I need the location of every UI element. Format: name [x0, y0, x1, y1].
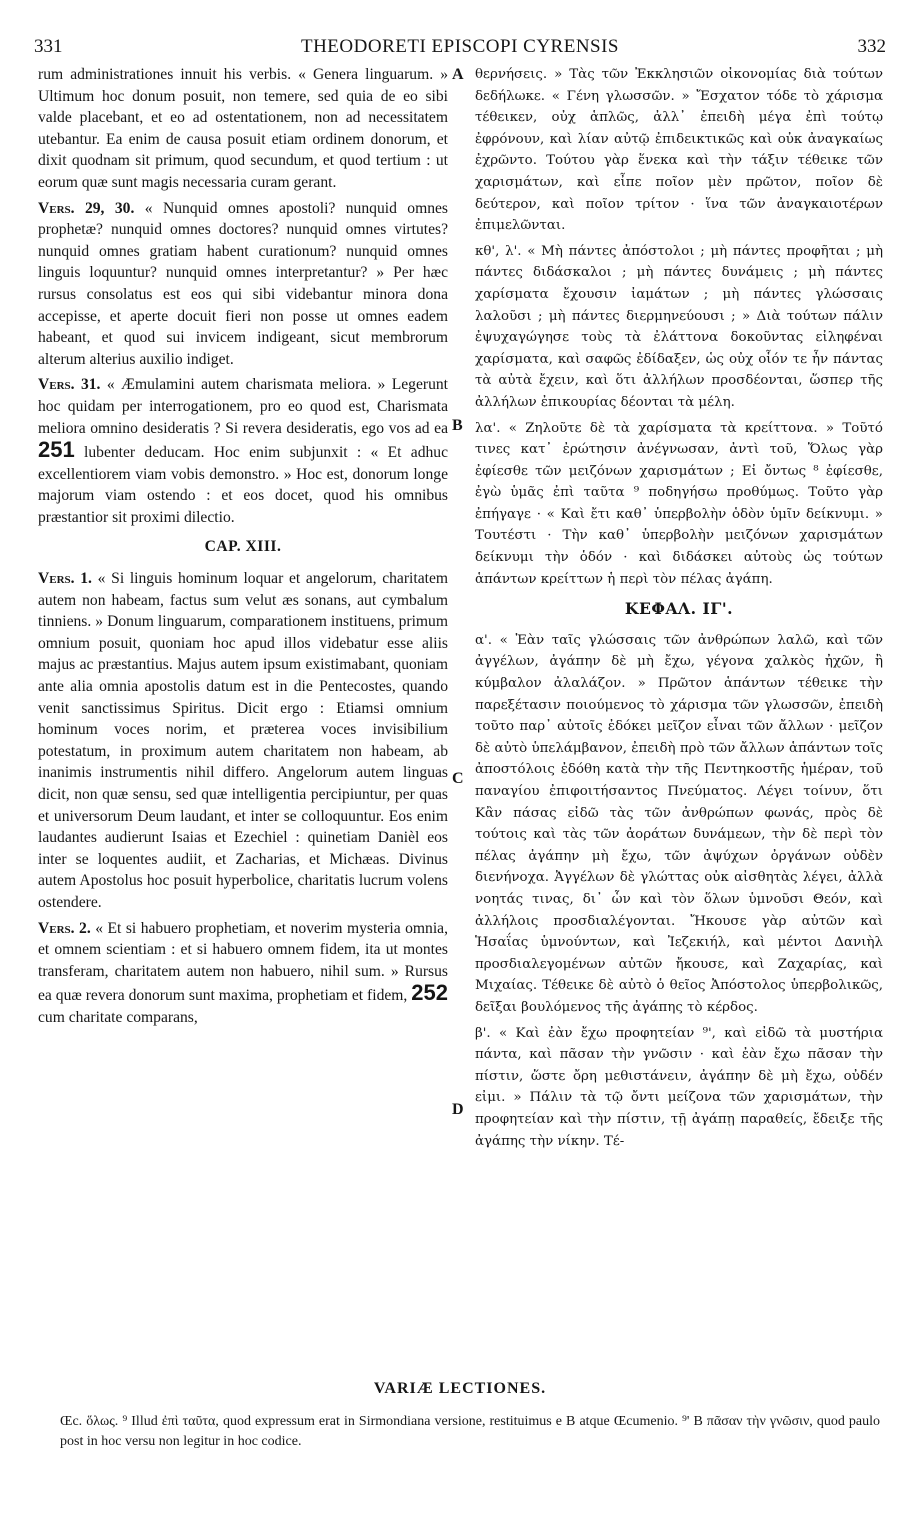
chapter-heading-greek: ΚΕΦΑΛ. ΙΓ'. — [624, 599, 734, 619]
margin-marker-b: B — [452, 417, 463, 434]
verse-label: Vers. 29, 30. — [38, 199, 135, 217]
greek-text: « Καὶ ἐὰν ἔχω προφητείαν ⁹', καὶ εἰδῶ τὰ μυστήρια πάντα, καὶ πᾶσαν τὴν γνῶσιν · καὶ ἐὰν ἔχω πᾶσαν τὴν πίστιν, ὥστε ὄρη μεθιστάνειν, ἀγάπην δὲ μὴ ἔχω, οὐδέν εἰμι. » Πάλιν τὰ τῷ ὄντι μείζονα τῶν χαρισμάτων, τὴν προφητείαν καὶ τὴν πίστιν, τῇ ἀγάπῃ παραθείς, ἔδειξε τῆς ἀγάπης τὴν νίκην. Τέ- — [475, 1025, 883, 1149]
column-number: 252 — [411, 980, 448, 1006]
verse-label: Vers. 2. — [38, 919, 91, 937]
greek-paragraph-4 — [475, 630, 883, 1019]
greek-paragraph-1: θερνήσεις. » Τὰς τῶν Ἐκκλησιῶν οἰκονομίας διὰ τούτων δεδήλωκε. « Γένη γλωσσῶν. » Ἔσχατον τόδε τὸ χάρισμα τέθεικεν, οὐχ ἁπλῶς, ἀλλ᾽ ἐπειδὴ μέγα ἐπὶ τούτῳ ἐφρόνουν, καὶ λίαν αὐτῷ ἐπιδεικτικῶς καὶ οὐκ ἀναγκαίως ἐχρῶντο. Τούτου γὰρ ἕνεκα καὶ τὴν τάξιν τέθεικε τῶν χαρισμάτων, καὶ εἶπε ποῖον μὲν πρῶτον, ποῖον δὲ δεύτερον, καὶ ποῖον τρίτον · ἵνα τῶν ἀναγκαιοτέρων ἐπιμελῶνται. — [475, 67, 883, 234]
latin-paragraph-3 — [38, 374, 448, 528]
greek-paragraph-2 — [475, 241, 883, 414]
margin-marker-d: D — [452, 1101, 464, 1118]
footnote-text: Œc. ὅλως. ⁹ Illud ἐπὶ ταῦτα, quod expressum erat in Sirmondiana versione, restituimus e B atque Œcumenio. ⁹' B πᾶσαν τὴν γνῶσιν, quod paulo post in hoc versu non legitur in hoc codice. — [60, 1414, 880, 1449]
margin-marker-c: C — [452, 770, 464, 787]
greek-column — [475, 64, 883, 1156]
verse-label: β'. — [475, 1025, 491, 1041]
latin-text: « Et si habuero prophetiam, et noverim mysteria omnia, et omnem scientiam : et si habuero omnem fidem, ita ut montes transferam, charitatem autem non habuero, nihil sum. » Rursus ea quæ revera donorum sunt maxima, prophetiam et fidem, — [38, 919, 449, 1005]
latin-text: « Si linguis hominum loquar et angelorum, charitatem autem non habeam, factus sum velut æs sonans, aut cymbalum tinniens. » Donum linguarum, comparationem instituens, primum omnium posuit, quoniam hoc apud illos videbatur esse aliis majus ac præstantius. Majus autem ipsum existimabant, quoniam ante alia omnia apostolis datum est in die Pentecostes, quando venit sanctissimus Spiritus. Dicit ergo : Etiamsi omnium hominum voces norim, et præterea voces invisibilium potestatum, in proximum autem charitatem non habeam, ab inanimis instrumentis nihil differo. Angelorum autem linguas dicit, non quæ sensu, sed quæ intelligentia percipiuntur, per quas et universorum Deum laudant, et inter se colloquuntur. Eos enim laudantes audierunt Isaias et Ezechiel : quinetiam Danièl eos inter se loquentes audiit, et Zacharias, et Michæas. Divinus autem Apostolus hoc posuit hyperbolice, charitatis lucrum volens ostendere. — [38, 570, 448, 911]
latin-text: cum charitate comparans, — [38, 1008, 198, 1026]
latin-paragraph-1: rum administrationes innuit his verbis. « Genera linguarum. » Ultimum hoc donum posuit, non temere, sed quia de eo sibi valde placebant, et eo ad ostentationem, non ad necessitatem utebantur. Ea enim de causa posuit etiam ordinem donorum, et dixit quodnam sit primum, quod secundum, et quod tertium : ut eorum quæ sunt magis necessaria curam gerant. — [38, 66, 448, 191]
greek-paragraph-3 — [475, 418, 883, 591]
latin-paragraph-5 — [38, 918, 448, 1029]
margin-marker-a: A — [452, 66, 464, 83]
chapter-heading-latin: CAP. XIII. — [204, 538, 282, 556]
greek-paragraph-5 — [475, 1023, 883, 1153]
verse-label: Vers. 31. — [38, 376, 101, 394]
latin-text: « Nunquid omnes apostoli? nunquid omnes prophetæ? nunquid omnes doctores? nunquid omnes virtutes? nunquid omnes gratiam habent curationum? nunquid omnes linguis loquuntur? nunquid omnes interpretantur? » Per hæc rursus consolatus est eos qui sibi videbantur minora dona accepisse, et aperte docuit fieri non posse ut omnes eadem habeant, et quod sui invicem indigeant, sicut membrorum alterum alterius auxilio indiget. — [38, 199, 448, 368]
latin-paragraph-4 — [38, 568, 448, 914]
page-number-right: 332 — [857, 36, 886, 57]
latin-column — [38, 64, 448, 1033]
latin-paragraph-2 — [38, 198, 448, 371]
verse-label: κθ', λ'. — [475, 243, 522, 259]
page-number-left: 331 — [34, 36, 63, 57]
verse-label: λα'. — [475, 420, 501, 436]
latin-text: lubenter deducam. Hoc enim subjunxit : « Et adhuc excellentiorem viam vobis demonstro. » Hoc est, donorum longe majorum viam ostendo : et eos docet, quod his omnibus præstantior sit proximi dilectio. — [38, 444, 449, 526]
column-number: 251 — [38, 437, 75, 463]
footnotes — [60, 1412, 880, 1452]
verse-label: α'. — [475, 632, 492, 648]
variae-lectiones-title: VARIÆ LECTIONES. — [373, 1380, 547, 1397]
greek-text: « Μὴ πάντες ἀπόστολοι ; μὴ πάντες προφῆται ; μὴ πάντες διδάσκαλοι ; μὴ πάντες δυνάμεις ; μὴ πάντες χαρίσματα ἔχουσιν ἰαμάτων ; μὴ πάντες γλώσσαις λαλοῦσι ; μὴ πάντες διερμηνεύουσι ; » Διὰ τούτων πάλιν ἐψυχαγώγησε τοὺς τὰ ἐλάττονα δοκοῦντας εἰληφέναι χαρίσματα, καὶ σαφῶς ἐδίδαξεν, ὡς οὐχ οἷόν τε ἦν πάντας τὰ αὐτὰ ἔχειν, καὶ ὅτι ἀλλήλων προσδέονται, ὥσπερ τῆς ἀλλήλων ἐπικουρίας δέονται τὰ μέλη. — [475, 243, 883, 410]
verse-label: Vers. 1. — [38, 570, 92, 588]
greek-text: « Ζηλοῦτε δὲ τὰ χαρίσματα τὰ κρείττονα. » Τοῦτό τινες κατ᾽ ἐρώτησιν ἀνέγνωσαν, ἀντὶ τοῦ, Ὅλως γὰρ ἐφίεσθε τῶν μειζόνων χαρισμάτων ; Εἰ ὄντως ⁸ ἐφίεσθε, ἐγὼ ὑμᾶς ἐπὶ ταῦτα ⁹ ποδηγήσω προθύμως. Τοῦτο γὰρ ἐπήγαγε · « Καὶ ἔτι καθ᾽ ὑπερβολὴν ὁδὸν ὑμῖν δείκνυμι. » Τουτέστι · Τὴν καθ᾽ ὑπερβολὴν μειζόνων χαρισμάτων δείκνυμι τὴν ὁδόν · καὶ διδάσκει αὐτοὺς ὡς τούτων ἁπάντων κρείττων ἡ περὶ τὸν πέλας ἀγάπη. — [475, 420, 883, 587]
running-title: THEODORETI EPISCOPI CYRENSIS — [300, 36, 620, 57]
greek-text: « Ἐὰν ταῖς γλώσσαις τῶν ἀνθρώπων λαλῶ, καὶ τῶν ἀγγέλων, ἀγάπην δὲ μὴ ἔχω, γέγονα χαλκὸς ἠχῶν, ἢ κύμβαλον ἀλαλάζον. » Πρῶτον ἁπάντων τέθεικε τὴν παρεξέτασιν ποιούμενος τὸ χάρισμα τῶν γλωσσῶν, ἐπειδὴ τοῦτο παρ᾽ αὐτοῖς ἐδόκει μεῖζον εἶναι τῶν ἄλλων · μεῖζον δὲ αὐτὸ ὑπελάμβανον, ἐπειδὴ πρὸ τῶν ἄλλων ἁπάντων τοῖς ἀποστόλοις ἐδόθη κατὰ τὴν τῆς Πεντηκοστῆς ἡμέραν, τοῦ παναγίου ἐπιφοιτήσαντος Πνεύματος. Λέγει τοίνυν, ὅτι Κἂν πάσας εἰδῶ τὰς τῶν ἀνθρώπων φωνάς, πρὸς δὲ τούτοις καὶ τὰς τῶν ἀοράτων δυνάμεων, τὴν δὲ περὶ τὸν πέλας ἀγάπην μὴ ἔχω, τῶν ἀψύχων ὀργάνων οὐδὲν διενήνοχα. Ἀγγέλων δὲ γλώττας οὐκ αἰσθητὰς λέγει, ἀλλὰ νοητάς τινας, δι᾽ ὧν καὶ τὸν ὅλων ὑμνοῦσι Θεόν, καὶ ἀλλήλοις προσδιαλέγονται. Ἤκουσε γὰρ αὐτῶν καὶ Ἡσαΐας ὑμνούντων, καὶ Ἰεζεκιήλ, καὶ μέντοι Δανιὴλ προσδιαλεγομένων αὐτῶν ἤκουσε, καὶ Ζαχαρίας, καὶ Μιχαίας. Τέθεικε δὲ αὐτὸ ὁ θεῖος Ἀπόστολος ὑπερβολικῶς, δεῖξαι βουλόμενος τῆς ἀγάπης τὸ κέρδος. — [475, 632, 883, 1015]
latin-text: « Æmulamini autem charismata meliora. » Legerunt hoc quidam per interrogationem, pro eo quod est, Charismata meliora omnino desideratis ? Si revera desideratis, ego vos ad ea — [38, 376, 448, 437]
